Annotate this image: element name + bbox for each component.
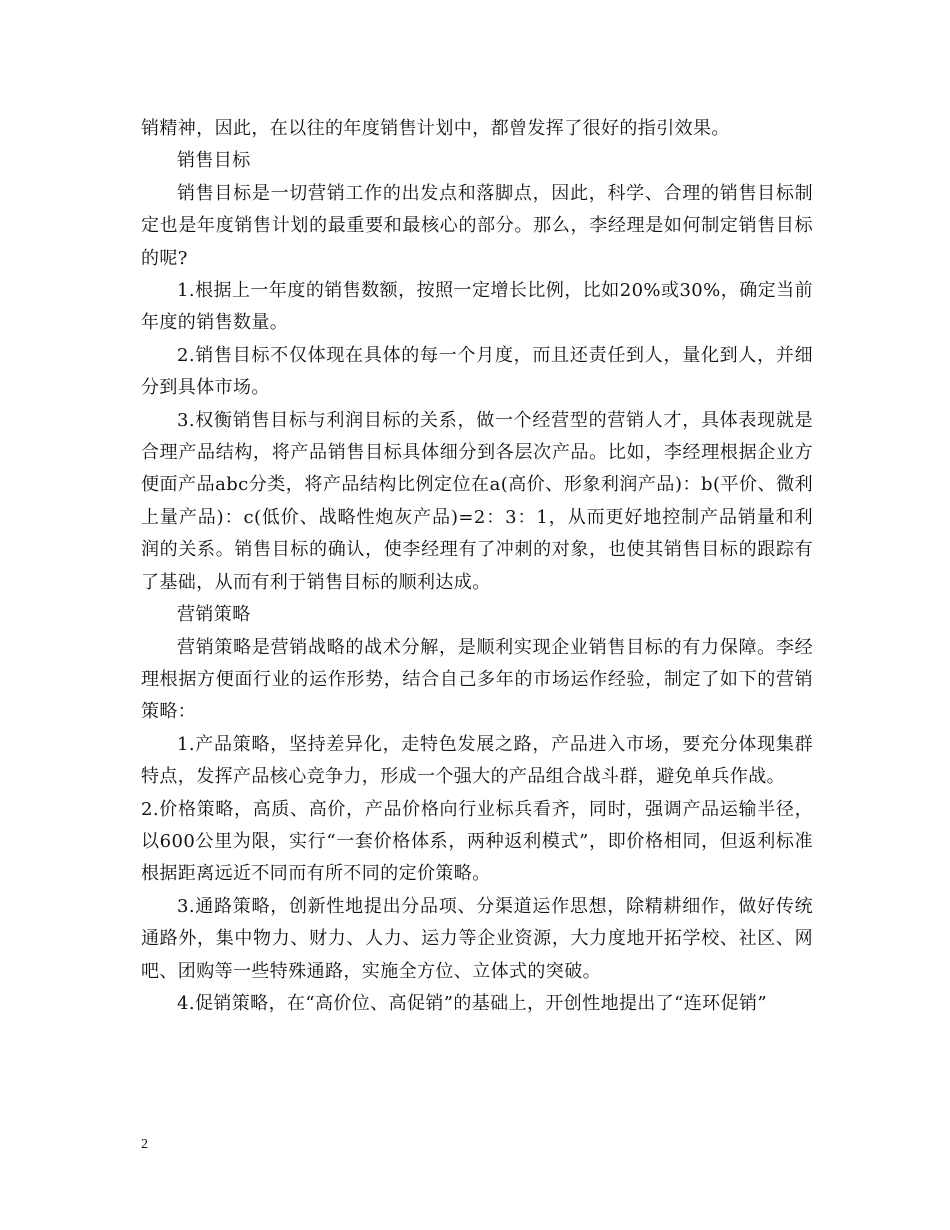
list-item-product-strategy: 1.产品策略，坚持差异化，走特色发展之路，产品进入市场，要充分体现集群特点，发挥产品核心竞争力，形成一个强大的产品组合战斗群，避免单兵作战。 [141,733,813,788]
list-item-price-strategy: 2.价格策略，高质、高价，产品价格向行业标兵看齐，同时，强调产品运输半径，以600公里为限，实行“一套价格体系，两种返利模式”，即价格相同，但返利标准根据距离远近不同而有所不同的定价策略。 [141,798,813,885]
list-item-sales-target-1: 1.根据上一年度的销售数额，按照一定增长比例，比如20%或30%，确定当前年度的销售数量。 [141,280,813,334]
paragraph-marketing-strategy-intro: 营销策略是营销战略的战术分解，是顺利实现企业销售目标的有力保障。李经理根据方便面行业的运作形势，结合自己多年的市场运作经验，制定了如下的营销策略： [141,636,813,723]
list-item-sales-target-2: 2.销售目标不仅体现在具体的每一个月度，而且还责任到人，量化到人，并细分到具体市场。 [141,344,813,399]
paragraph-continuation: 销精神，因此，在以往的年度销售计划中，都曾发挥了很好的指引效果。 [141,118,730,139]
paragraph-sales-target-intro: 销售目标是一切营销工作的出发点和落脚点，因此，科学、合理的销售目标制定也是年度销售计划的最重要和最核心的部分。那么，李经理是如何制定销售目标的呢? [141,182,813,269]
document-body [141,113,813,1020]
section-heading-marketing-strategy: 营销策略 [177,604,251,626]
list-item-promotion-strategy: 4.促销策略，在“高价位、高促销”的基础上，开创性地提出了“连环促销” [177,992,767,1014]
list-item-sales-target-3: 3.权衡销售目标与利润目标的关系，做一个经营型的营销人才，具体表现就是合理产品结构，将产品销售目标具体细分到各层次产品。比如，李经理根据企业方便面产品abc分类，将产品结构比例定位在a(高价、形象利润产品)：b(平价、微利上量产品)：c(低价、战略性炮灰产品)=2：3：1，从而更好地控制产品销量和利润的关系。销售目标的确认，使李经理有了冲刺的对象，也使其销售目标的跟踪有了基础，从而有利于销售目标的顺利达成。 [141,409,813,593]
page-number: 2 [141,1137,148,1152]
list-item-channel-strategy: 3.通路策略，创新性地提出分品项、分渠道运作思想，除精耕细作，做好传统通路外，集中物力、财力、人力、运力等企业资源，大力度地开拓学校、社区、网吧、团购等一些特殊通路，实施全方位、立体式的突破。 [141,895,813,982]
section-heading-sales-target: 销售目标 [177,150,251,172]
